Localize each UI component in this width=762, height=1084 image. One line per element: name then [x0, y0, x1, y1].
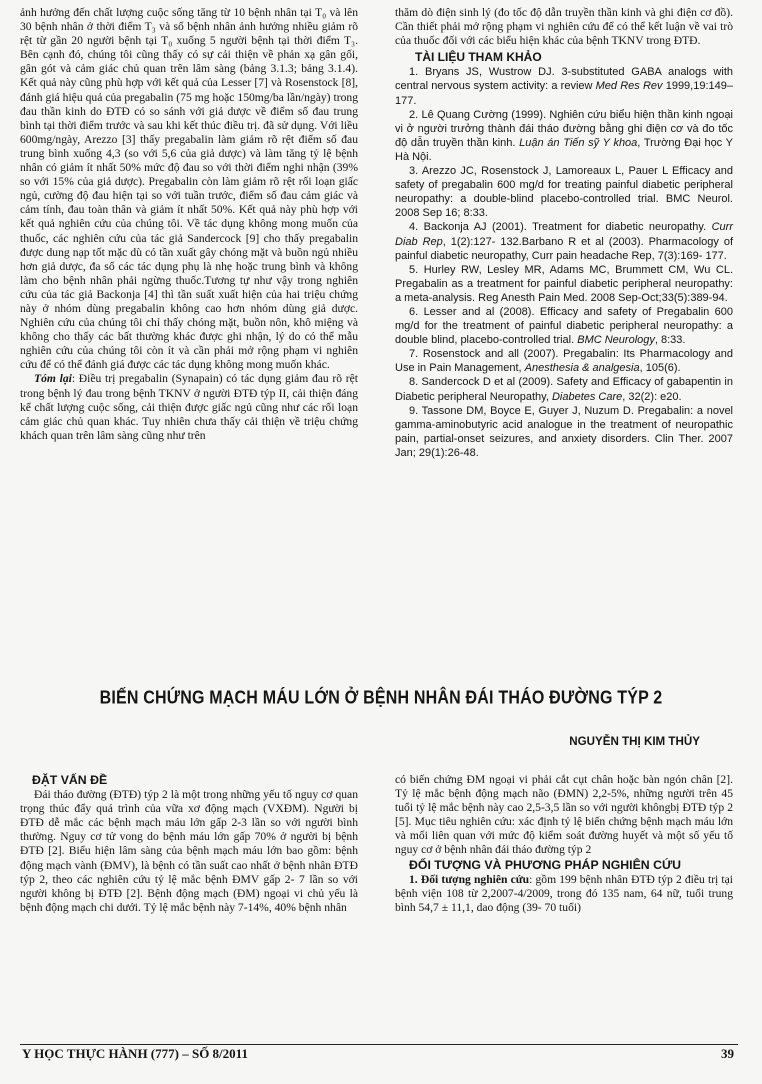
references-list [395, 65, 733, 460]
reference-text: 5. Hurley RW, Lesley MR, Adams MC, Brummett CM, Wu CL. Pregabalin as a treatment for painful diabetic peripheral neuropathy: a meta-analysis. Reg Anesth Pain Med. 2008 Sep-Oct;33(5):389-94. [395, 263, 733, 304]
subjects-label: 1. Đối tượng nghiên cứu [409, 872, 530, 886]
reference-item [395, 65, 733, 107]
reference-source: BMC Neurology [577, 334, 655, 347]
reference-details: , 1(2):127- 132.Barbano R et al (2003). Pharmacology of painful diabetic neuropathy, Curr pain headache Rep, 7(3):169- 177. [395, 235, 734, 262]
references-heading: TÀI LIỆU THAM KHẢO [415, 50, 542, 65]
column-top-right [395, 6, 733, 460]
reference-details: , 32(2): e20. [622, 390, 682, 403]
subjects-text: : gồm 199 bệnh nhân ĐTĐ týp 2 điều trị tại bệnh viện 108 từ 2,2007-4/2009, trong đó 135 nam, 64 nữ, tuổi trung bình 54,7 ± 11,1, dao động (39- 70 tuổi) [395, 872, 733, 914]
reference-text: 6. Lesser and al (2008). Efficacy and safety of Pregabalin 600 mg/d for the treatment of painful diabetic peripheral neuropathy: a double blind, placebo-controlled trial. [395, 305, 733, 347]
reference-source: Med Res Rev [595, 80, 663, 93]
reference-item [395, 220, 733, 262]
reference-text: 1. Bryans JS, Wustrow DJ. 3-substituted GABA analogs with central nervous system activity: a review [395, 66, 733, 93]
reference-item [395, 305, 733, 347]
reference-details: , 8:33. [654, 334, 686, 347]
column-top-left [20, 6, 358, 443]
reference-details: 1999,19:149–177. [395, 80, 733, 107]
body-paragraph: có biến chứng ĐM ngoại vi phải cắt cụt chân hoặc bàn ngón chân [2]. Tỷ lệ mắc bệnh động mạch não (ĐMN) 2,2-5%, những người trên 45 tuổi tỷ lệ mắc bệnh này cao 2,5-3,5 lần so với người khôngbị ĐTĐ týp 2 [5]. Mục tiêu nghiên cứu: xác định tỷ lệ biến chứng bệnh mạch máu lớn và mối liên quan với mức độ kiểm soát đường huyết và một số yếu tố nguy cơ ở bệnh nhân đái tháo đường týp 2 [395, 773, 733, 857]
reference-source: Curr Diab Rep [395, 221, 733, 248]
subjects-paragraph [395, 873, 733, 915]
article-title: BIẾN CHỨNG MẠCH MÁU LỚN Ở BỆNH NHÂN ĐÁI THÁO ĐƯỜNG TÝP 2 [99, 688, 663, 709]
column-bottom-right [395, 773, 733, 915]
journal-footer: Y HỌC THỰC HÀNH (777) – SỐ 8/2011 [22, 1046, 248, 1061]
summary-text: : Điều trị pregabalin (Synapain) có tác dụng giảm đau rõ rệt trong bệnh lý đau trong bệnh TKNV ở người ĐTĐ týp II, cải thiện đáng kể chất lượng cuộc sống, cải thiện được giấc ngủ cũng như các rối loạn cảm giác chủ quan khác. Tuy nhiên chưa thấy cải thiện về triệu chứng khách quan trên lâm sàng cũng như trên [20, 372, 358, 442]
section-heading-methods: ĐỐI TƯỢNG VÀ PHƯƠNG PHÁP NGHIÊN CỨU [409, 857, 682, 872]
reference-source: Diabetes Care [551, 390, 623, 403]
reference-text: 3. Arezzo JC, Rosenstock J, Lamoreaux L, Pauer L Efficacy and safety of pregabalin 600 mg/d for treating painful diabetic peripheral neuropathy: a double-blind placebo-controlled trial. BMC Neurol. 2008 Sep 16; 8:33. [395, 165, 733, 220]
section-heading-introduction: ĐẶT VẤN ĐỀ [32, 773, 108, 787]
reference-text: 8. Sandercock D et al (2009). Safety and Efficacy of gabapentin in Diabetic peripheral Neuropathy, [395, 376, 733, 403]
reference-item [395, 375, 733, 403]
summary-label: Tóm lại [34, 372, 72, 386]
reference-details: , 105(6). [639, 362, 681, 375]
footer-rule [20, 1044, 738, 1045]
reference-item [395, 347, 733, 375]
reference-details: , Trường Đại học Y Hà Nội. [395, 136, 733, 163]
reference-text: 4. Backonja AJ (2001). Treatment for diabetic neuropathy. [409, 221, 712, 234]
reference-item [395, 263, 733, 305]
body-paragraph: Đái tháo đường (ĐTĐ) týp 2 là một trong những yếu tố nguy cơ quan trọng thúc đẩy quá trình của vữa xơ động mạch (VXĐM). Người bị ĐTĐ dễ mắc các bệnh mạch máu lớn gấp 2-3 lần so với người bình thường. Nguy cơ tử vong do bệnh máu lớn gấp 70% ở người bị bệnh ĐTĐ [2]. Biểu hiện lâm sàng của bệnh mạch máu lớn bao gồm: bệnh động mạch vành (ĐMV), là bệnh có tần suất cao nhất ở bệnh nhân ĐTĐ týp 2, theo các nghiên cứu tỷ lệ mắc bệnh ĐMV gấp 2- 7 lần so với người không bị ĐTĐ [2]. Bệnh động mạch (ĐM) ngoại vi chủ yếu là bệnh động mạch chi dưới. Tỷ lệ mắc bệnh này 7-14%, 40% bệnh nhân [20, 788, 358, 914]
summary-paragraph [20, 372, 358, 442]
reference-source: Anesthesia & analgesia [524, 362, 640, 375]
author-name: NGUYỄN THỊ KIM THỦY [569, 735, 700, 748]
reference-item [395, 164, 733, 220]
body-paragraph: ảnh hưởng đến chất lượng cuộc sống tăng từ 10 bệnh nhân tại T₀ và lên 30 bệnh nhân ở thời điểm T₃ và số bệnh nhân ảnh hưởng nhiều giảm rõ rệt từ gần 20 người bệnh tại T₀ xuống 5 người bệnh tại thời điểm T₃. Bên cạnh đó, chúng tôi cũng thấy có sự cải thiện về phản xạ gân gối, gân gót và cảm giác chủ quan trên lâm sàng (bảng 3.1.3; bảng 3.1.4). Kết quả này cũng phù hợp với kết quả của Lesser [7] và Rosenstock [8], đánh giá hiệu quả của pregabalin (75 mg hoặc 150mg/ba lần/ngày) trong đau thần kinh do ĐTĐ có so sánh với giả dược về điểm số đau trung bình tại thời điểm trước và sau khi kết thúc điều trị. đã sử dụng. Với liều 600mg/ngày, Arezzo [3] thấy pregabalin làm giảm rõ rệt điểm số đau trung bình xuống 4,3 (so với 5,6 của giả dược) và làm tăng tỷ lệ bệnh nhân có giảm ít nhất 50% mức độ đau so với thời điểm nghi nhận (39% so với 15% của giả dược). Pregabalin còn làm giảm rõ rệt rối loạn giấc ngủ, cường độ đau hiện tại so với tuần trước, điểm số đau cảm giác và cảm tính, đau toàn thân và giảm ít nhất 50%. Kết quả này phù hợp với kết quả nghiên cứu của chúng tôi. Về tác dụng không mong muốn của thuốc, các nghiên cứu của tác giả Sandercock [9] cho thấy pregabalin được dung nạp tốt mặc dù có tần xuất gây chóng mặt và buồn ngủ nhiều hơn giả dược, đa số các tác dụng phụ là nhẹ hoặc trung bình và không làm cho bệnh nhân phải ngừng thuốc.Tương tự như vậy trong nghiên cứu của tác giả Backonja [4] thì tần suất xuất hiện của hai triệu chứng này ở nhóm dùng pregabalin không cao hơn nhóm dùng giả dược. Nghiên cứu của chúng tôi chỉ thấy chóng mặt, buồn nôn, khô miệng và không cho thấy các bất thường khác được ghi nhận, lý do có thể mẫu nghiên cứu của chúng tôi còn ít và cần phải mở rộng phạm vi nghiên cứu để có thể đánh giá được các tác dụng không mong muốn khác. [20, 6, 358, 372]
reference-item [395, 108, 733, 164]
page-number: 39 [721, 1046, 734, 1061]
column-bottom-left [20, 773, 358, 915]
reference-text: 9. Tassone DM, Boyce E, Guyer J, Nuzum D. Pregabalin: a novel gamma-aminobutyric acid analogue in the treatment of neuropathic pain, partial-onset seizures, and anxiety disorders. Clin Ther. 2007 Jan; 29(1):26-48. [395, 404, 733, 459]
reference-text: 2. Lê Quang Cường (1999). Nghiên cứu biểu hiện thần kinh ngoại vi ở người trưởng thành đái tháo đường bằng ghi điện cơ và đo tốc độ dẫn truyền thần kinh. [395, 108, 733, 149]
reference-text: 7. Rosenstock and all (2007). Pregabalin: Its Pharmacology and Use in Pain Management, [395, 348, 733, 375]
reference-source: Luận án Tiến sỹ Y khoa [519, 136, 638, 149]
reference-item [395, 404, 733, 460]
body-paragraph: thăm dò điện sinh lý (đo tốc độ dẫn truyền thần kinh và ghi điện cơ đồ). Cần thiết phải mở rộng phạm vi nghiên cứu để có thể kết luận về vai trò của thuốc đối với các biểu hiện khác của bệnh TKNV trong ĐTĐ. [395, 6, 733, 48]
